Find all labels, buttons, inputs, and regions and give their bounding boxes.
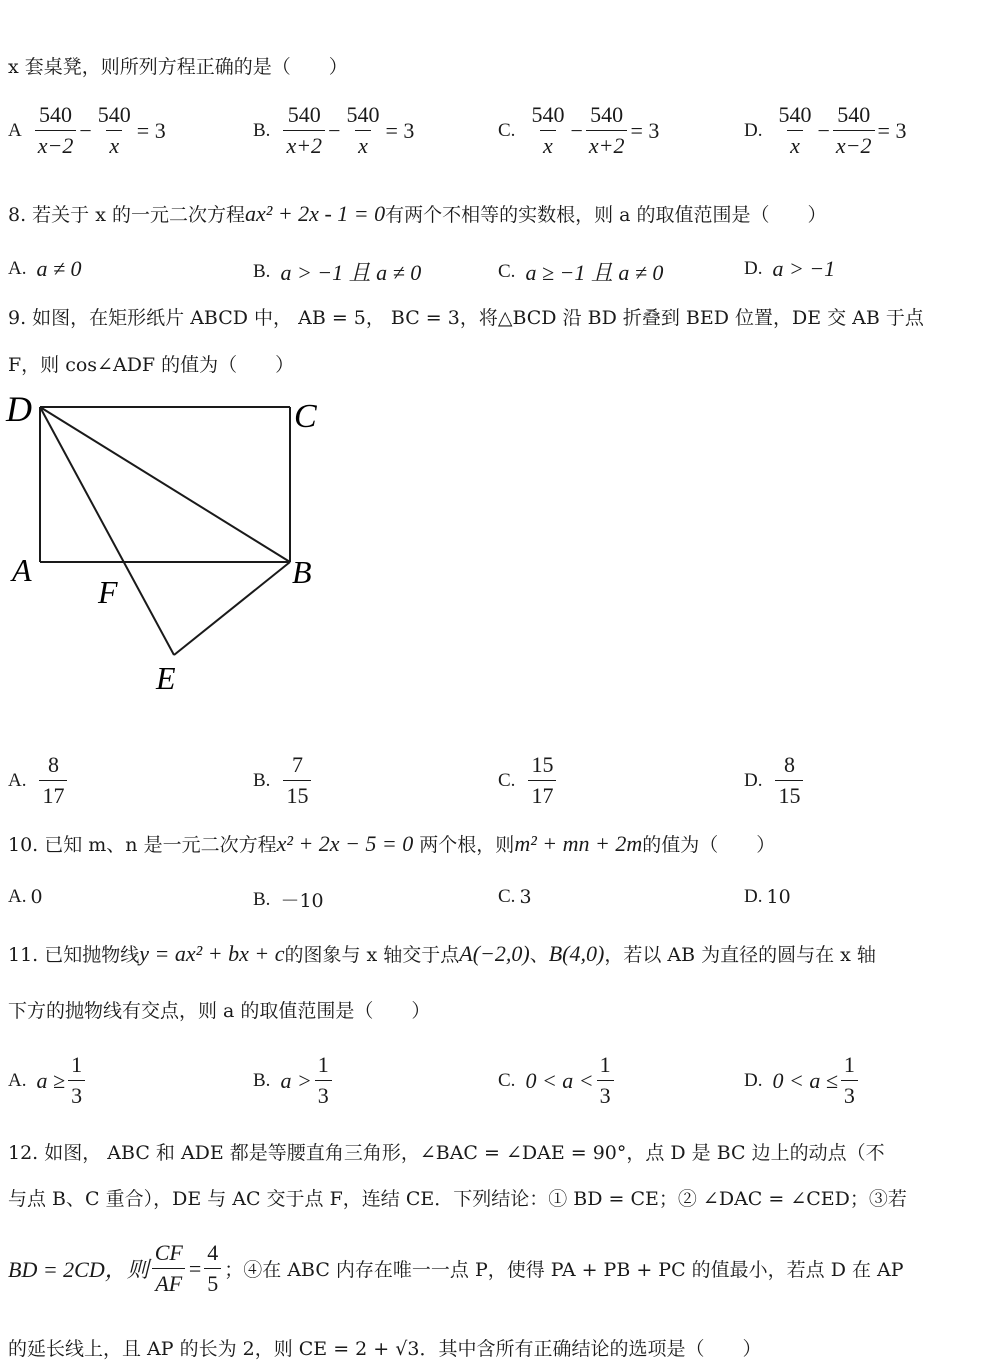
q12-stem-line2: 与点 B、C 重合），DE 与 AC 交于点 F，连结 CE．下列结论：① BD = CE；② ∠DAC = ∠CED；③若 xyxy=(8,1188,907,1210)
label-b: B xyxy=(292,554,312,590)
q12-stem-line4: 的延长线上，且 AP 的长为 2，则 CE = 2 + √3．其中含所有正确结论的选项是（ ） xyxy=(8,1338,762,1360)
label-d: D xyxy=(6,389,32,429)
q12-stem-line1: 12. 如图， ABC 和 ADE 都是等腰直角三角形，∠BAC = ∠DAE = 90°，点 D 是 BC 边上的动点（不 xyxy=(8,1142,885,1164)
q7-stem: x 套桌凳，则所列方程正确的是（ ） xyxy=(8,56,348,78)
edge-eb xyxy=(174,562,290,655)
q8-stem: 8. 若关于 x 的一元二次方程ax² + 2x - 1 = 0有两个不相等的实数根，则 a 的取值范围是（ ） xyxy=(8,201,827,226)
q11-stem-line1: 11. 已知抛物线y = ax² + bx + c的图象与 x 轴交于点A(−2,0)、B(4,0)，若以 AB 为直径的圆与在 x 轴 xyxy=(8,941,876,966)
q7-option-b: B. $\frac{540}{x+2}$ − $\frac{540}{x}$ = 3 xyxy=(253,100,414,161)
q12-stem-line3: BD = 2CD，则 $\frac{CF}{AF}$ = $\frac{4}{5}$ ；④在 ABC 内存在唯一一点 P，使得 PA + PB + PC 的值最小，若点 D 在 AP xyxy=(8,1238,904,1299)
q11-option-a: A. a ≥ $\frac{1}{3}$ xyxy=(8,1050,88,1111)
q8-option-b: B. a > −1 且 a ≠ 0 xyxy=(253,260,422,285)
q11-option-d: D. 0 < a ≤ $\frac{1}{3}$ xyxy=(744,1050,861,1111)
q9-option-c: C. $\frac{15}{17}$ xyxy=(498,750,559,811)
q10-option-a: A. 0 xyxy=(8,886,43,908)
q9-option-a: A. $\frac{8}{17}$ xyxy=(8,750,70,811)
q11-option-c: C. 0 < a < $\frac{1}{3}$ xyxy=(498,1050,617,1111)
q11-option-b: B. a > $\frac{1}{3}$ xyxy=(253,1050,335,1111)
edge-de xyxy=(40,407,174,655)
label-a: A xyxy=(12,552,32,588)
q7-option-c: C. $\frac{540}{x}$ − $\frac{540}{x+2}$ = 3 xyxy=(498,100,659,161)
q9-option-d: D. $\frac{8}{15}$ xyxy=(744,750,806,811)
label-e: E xyxy=(156,660,176,696)
q10-option-c: C. 3 xyxy=(498,886,532,908)
label-c: C xyxy=(294,398,317,435)
edge-db xyxy=(40,407,290,562)
label-f: F xyxy=(98,574,118,610)
q10-stem: 10. 已知 m、n 是一元二次方程x² + 2x − 5 = 0 两个根，则m² + mn + 2m的值为（ ） xyxy=(8,831,776,856)
q10-option-d: D. 10 xyxy=(744,886,791,908)
q9-stem-line2: F，则 cos∠ADF 的值为（ ） xyxy=(8,354,295,376)
q7-option-a: A $\frac{540}{x-2}$ − $\frac{540}{x}$ = 3 xyxy=(8,100,166,161)
q11-stem-line2: 下方的抛物线有交点，则 a 的取值范围是（ ） xyxy=(8,1000,431,1022)
q9-option-b: B. $\frac{7}{15}$ xyxy=(253,750,314,811)
q9-stem-line1: 9. 如图，在矩形纸片 ABCD 中， AB = 5， BC = 3，将△BCD 沿 BD 折叠到 BED 位置，DE 交 AB 于点 xyxy=(8,307,924,329)
q8-option-c: C. a ≥ −1 且 a ≠ 0 xyxy=(498,260,664,285)
q9-figure xyxy=(0,385,340,705)
q8-option-a: A. a ≠ 0 xyxy=(8,256,82,281)
q8-option-d: D. a > −1 xyxy=(744,256,836,281)
q7-option-d: D. $\frac{540}{x}$ − $\frac{540}{x-2}$ = 3 xyxy=(744,100,906,161)
q10-option-b: B. －10 xyxy=(253,888,324,912)
